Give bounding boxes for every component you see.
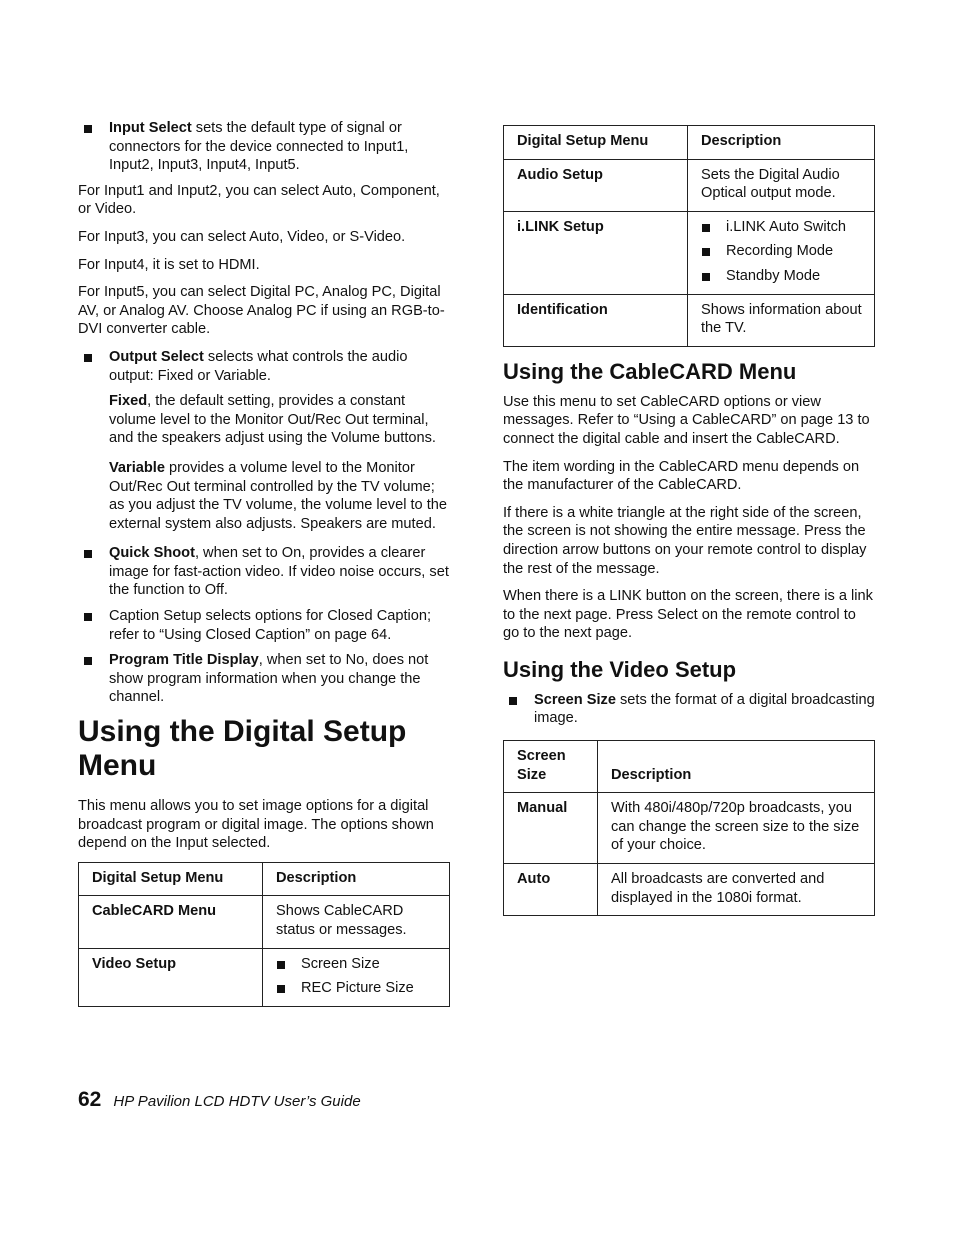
table-header-cell: Description <box>688 126 875 160</box>
right-column <box>503 125 875 928</box>
table-header-row <box>79 862 450 896</box>
paragraph-intro: This menu allows you to set image options for a digital broadcast program or digital image. The options shown depend on the Input selected. <box>78 798 434 852</box>
page-number: 62 <box>78 1088 102 1111</box>
paragraph: Use this menu to set CableCARD options or view messages. Refer to “Using a CableCARD” on page 13 to connect the digital cable and insert the CableCARD. <box>503 393 870 447</box>
table-header-cell: Screen Size <box>504 741 598 793</box>
table-desc-cell: Sets the Digital Audio Optical output mode. <box>688 159 875 211</box>
table-row <box>504 211 875 294</box>
section-heading-digital-setup: Using the Digital Setup Menu <box>78 715 407 783</box>
bullet-square-icon <box>84 613 92 621</box>
bullet-screen-size: Screen Size sets the format of a digital broadcasting image. <box>503 691 875 728</box>
left-column <box>78 119 450 1019</box>
bullet-square-icon <box>702 248 710 256</box>
paragraph: For Input3, you can select Auto, Video, or S-Video. <box>78 228 406 245</box>
table-list-item: Recording Mode <box>701 242 862 261</box>
table-row <box>504 294 875 346</box>
table-key-cell: Audio Setup <box>504 159 688 211</box>
table-key-cell: Auto <box>504 864 598 916</box>
table-desc-cell: With 480i/480p/720p broadcasts, you can change the screen size to the size of your choice. <box>598 793 875 864</box>
table-desc-cell <box>688 211 875 294</box>
bullet-square-icon <box>84 125 92 133</box>
table-key-cell: Identification <box>504 294 688 346</box>
paragraph: When there is a LINK button on the screen, there is a link to the next page. Press Select on the remote control to go to the next page. <box>503 588 873 642</box>
table-header-cell: Digital Setup Menu <box>79 862 263 896</box>
sub-paragraph-fixed: Fixed, the default setting, provides a constant volume level to the Monitor Out/Rec Out terminal, and the speakers adjust using the Volume buttons. <box>109 393 436 447</box>
table-header-cell: Description <box>598 741 875 793</box>
table-header-cell: Description <box>263 862 450 896</box>
table-list-item: REC Picture Size <box>276 979 437 998</box>
table-desc-cell: Shows CableCARD status or messages. <box>263 896 450 948</box>
bullet-output-select: Output Select selects what controls the audio output: Fixed or Variable. <box>78 348 450 385</box>
table-key-cell: CableCARD Menu <box>79 896 263 948</box>
bullet-square-icon <box>277 961 285 969</box>
table-list-item: Screen Size <box>276 955 437 974</box>
bullet-program-title: Program Title Display, when set to No, does not show program information when you change the channel. <box>78 651 450 707</box>
table-list-item: Standby Mode <box>701 267 862 286</box>
digital-setup-table-2 <box>503 125 875 347</box>
section-heading-video-setup: Using the Video Setup <box>503 656 737 682</box>
table-list-item: i.LINK Auto Switch <box>701 218 862 237</box>
bullet-square-icon <box>702 224 710 232</box>
guide-title: HP Pavilion LCD HDTV User’s Guide <box>113 1093 361 1110</box>
video-setup-table <box>503 740 875 916</box>
table-row <box>504 864 875 916</box>
table-row <box>79 896 450 948</box>
table-header-cell: Digital Setup Menu <box>504 126 688 160</box>
bullet-caption-setup: Caption Setup selects options for Closed Caption; refer to “Using Closed Caption” on page 64. <box>78 607 450 644</box>
paragraph: For Input1 and Input2, you can select Auto, Component, or Video. <box>78 182 440 218</box>
paragraph: For Input5, you can select Digital PC, Analog PC, Digital AV, or Analog AV. Choose Analog PC if using an RGB-to-DVI converter cable. <box>78 284 445 338</box>
paragraph: If there is a white triangle at the right side of the screen, the screen is not showing the entire message. Press the direction arrow buttons on your remote control to display the rest of the message. <box>503 504 867 577</box>
bullet-square-icon <box>509 697 517 705</box>
bullet-square-icon <box>702 273 710 281</box>
bullet-input-select: Input Select sets the default type of signal or connectors for the device connected to Input1, Input2, Input3, Input4, Input5. <box>78 119 450 175</box>
page-footer <box>78 1088 361 1112</box>
bullet-square-icon <box>84 354 92 362</box>
table-key-cell: i.LINK Setup <box>504 211 688 294</box>
paragraph: The item wording in the CableCARD menu depends on the manufacturer of the CableCARD. <box>503 458 860 494</box>
bullet-square-icon <box>277 985 285 993</box>
table-row <box>504 793 875 864</box>
table-row <box>79 948 450 1006</box>
table-header-row <box>504 126 875 160</box>
table-desc-cell: All broadcasts are converted and displayed in the 1080i format. <box>598 864 875 916</box>
section-heading-cablecard: Using the CableCARD Menu <box>503 358 797 384</box>
paragraph: For Input4, it is set to HDMI. <box>78 256 260 273</box>
table-desc-cell: Shows information about the TV. <box>688 294 875 346</box>
table-key-cell: Video Setup <box>79 948 263 1006</box>
table-key-cell: Manual <box>504 793 598 864</box>
bullet-square-icon <box>84 657 92 665</box>
bullet-quick-shoot: Quick Shoot, when set to On, provides a clearer image for fast-action video. If video noise occurs, set the function to Off. <box>78 544 450 600</box>
table-desc-cell <box>263 948 450 1006</box>
digital-setup-table-1 <box>78 862 450 1007</box>
sub-paragraph-variable: Variable provides a volume level to the Monitor Out/Rec Out terminal controlled by the TV volume; as you adjust the TV volume, the volume level to the external system also adjusts. Speakers are muted. <box>109 459 448 532</box>
table-row <box>504 159 875 211</box>
bullet-square-icon <box>84 550 92 558</box>
table-header-row <box>504 741 875 793</box>
